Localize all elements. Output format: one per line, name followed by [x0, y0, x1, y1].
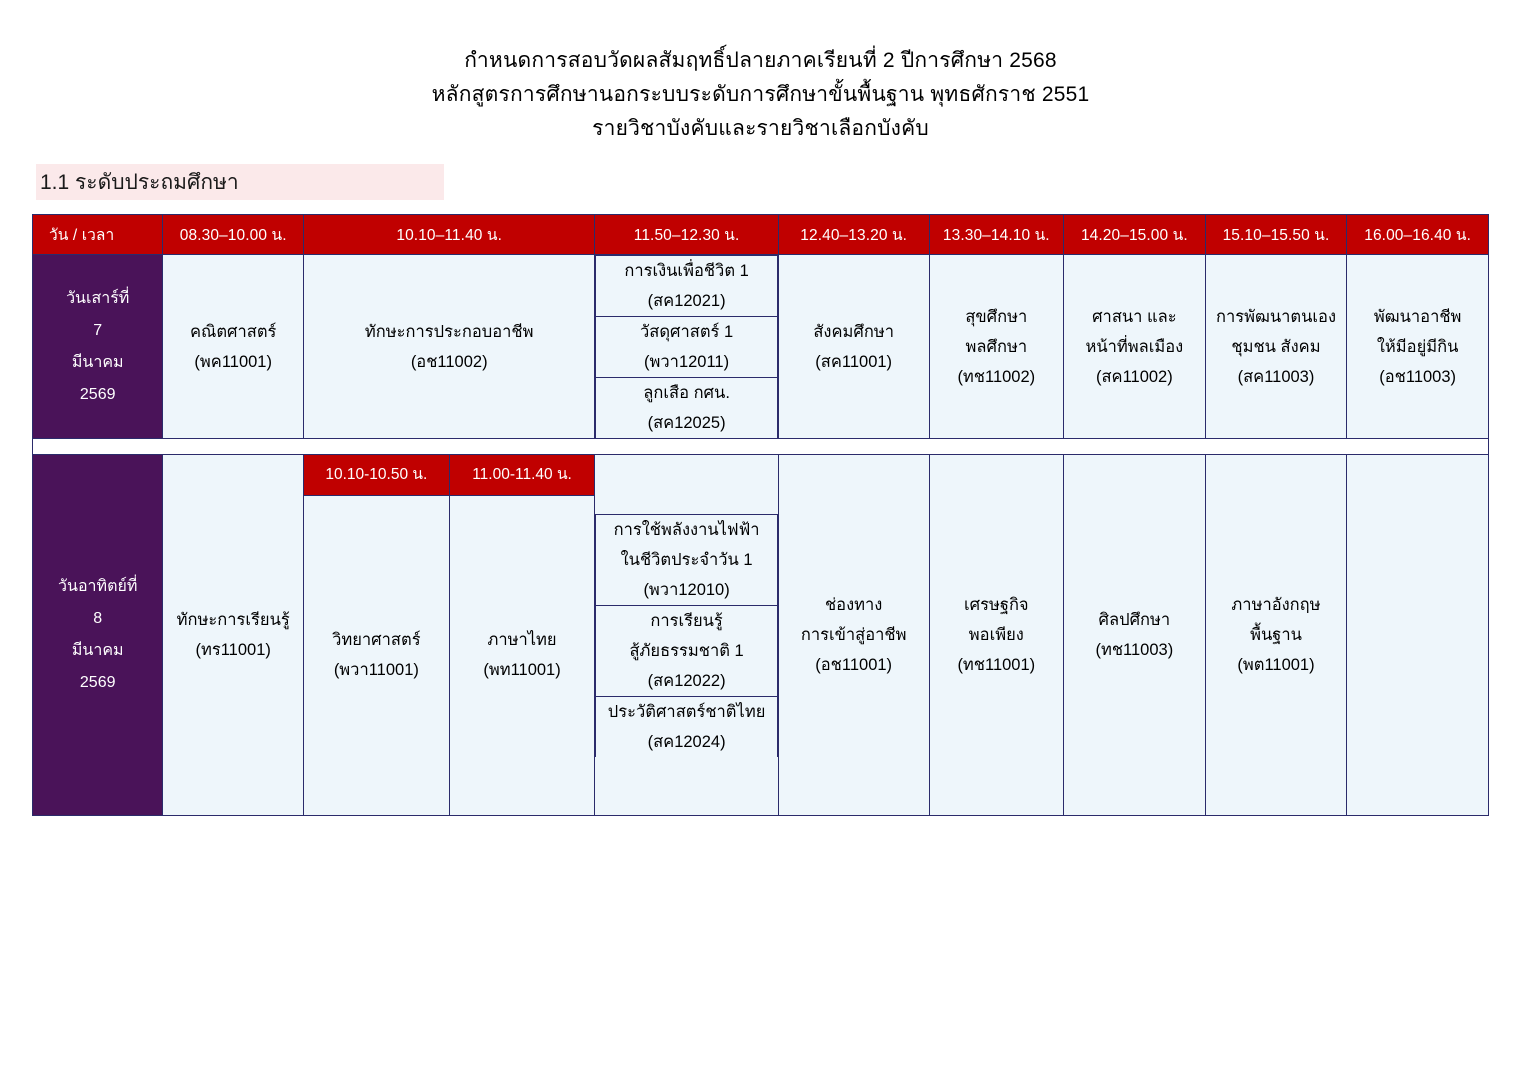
day-line-4: 2569 [79, 674, 116, 691]
cell-sun-slot1 [163, 455, 304, 816]
subject-name: การพัฒนาตนเอง [1215, 307, 1336, 326]
subject-code: (พวา12010) [643, 580, 730, 599]
subject-name: สังคมศึกษา [813, 322, 894, 341]
cell-sat-slot6 [1064, 255, 1206, 439]
header-slot-8: 16.00–16.40 น. [1347, 215, 1489, 255]
subject-name: ทักษะการเรียนรู้ [176, 611, 290, 629]
cell-sun-slot2a [304, 495, 449, 815]
subject-name-2: สู้ภัยธรรมชาติ 1 [629, 641, 744, 660]
cell-sat-slot7 [1205, 255, 1347, 439]
header-slot-4: 12.40–13.20 น. [778, 215, 929, 255]
list-item [596, 317, 777, 378]
sun-subtime-1: 10.10-10.50 น. [304, 455, 449, 495]
cell-sat-slot5 [929, 255, 1063, 439]
subject-code: (พท11001) [483, 661, 561, 680]
subject-name: ลูกเสือ กศน. [643, 384, 730, 402]
subject-code: (สค12021) [647, 292, 726, 310]
header-slot-6: 14.20–15.00 น. [1064, 215, 1206, 255]
subject-name-2: พื้นฐาน [1250, 626, 1302, 644]
subject-code: (พค11001) [194, 352, 272, 371]
subject-name-2: พอเพียง [968, 626, 1024, 644]
cell-sat-slot3 [595, 255, 778, 439]
subject-code: (ทช11002) [957, 367, 1036, 386]
day-label-sunday [33, 455, 163, 816]
title-line-2: หลักสูตรการศึกษานอกระบบระดับการศึกษาขั้นพื้นฐาน พุทธศักราช 2551 [431, 83, 1090, 106]
day-line-3: มีนาคม [71, 353, 124, 371]
row-spacer [33, 439, 1489, 455]
sun-slot3-item-1 [596, 514, 777, 605]
subject-code: (สค11003) [1237, 367, 1315, 386]
header-slot-1: 08.30–10.00 น. [163, 215, 304, 255]
subject-name: ช่องทาง [824, 596, 883, 614]
header-slot-3: 11.50–12.30 น. [595, 215, 778, 255]
header-slot-7: 15.10–15.50 น. [1205, 215, 1347, 255]
exam-schedule-table [32, 214, 1489, 816]
sat-slot3-item-2 [596, 317, 777, 378]
day-line-1: วันเสาร์ที่ [66, 289, 130, 307]
cell-sun-slot4 [778, 455, 929, 816]
subject-name: ประวัติศาสตร์ชาติไทย [607, 702, 766, 721]
list-item [596, 605, 777, 696]
cell-sat-slot2 [304, 255, 595, 439]
subject-name: ศิลปศึกษา [1098, 611, 1171, 629]
subject-name: เศรษฐกิจ [963, 596, 1029, 614]
subject-name: ภาษาอังกฤษ [1231, 596, 1321, 614]
day-line-1: วันอาทิตย์ที่ [58, 578, 138, 595]
subject-code: (สค12022) [647, 671, 726, 690]
subject-name-2: หน้าที่พลเมือง [1085, 337, 1184, 356]
cell-sat-slot1 [163, 255, 304, 439]
sun-slot2-subject-row [304, 495, 594, 815]
section-heading [36, 164, 444, 200]
subject-code: (พวา11001) [333, 661, 419, 680]
sat-slot3-item-1 [596, 256, 777, 317]
sun-subtime-2: 11.00-11.40 น. [449, 455, 594, 495]
day-line-4: 2569 [79, 385, 116, 403]
subject-code: (สค11001) [815, 352, 893, 371]
subject-name-2: พลศึกษา [965, 337, 1028, 356]
subject-name: ทักษะการประกอบอาชีพ [364, 322, 534, 341]
subject-code: (พต11001) [1237, 656, 1315, 674]
sun-slot3-item-2 [596, 605, 777, 696]
cell-sun-slot2b [449, 495, 594, 815]
subject-name: การเงินเพื่อชีวิต 1 [624, 262, 749, 280]
cell-sun-slot8 [1347, 455, 1489, 816]
list-item [596, 696, 777, 757]
subject-code: (ทช11001) [957, 656, 1036, 674]
subject-name-2: ในชีวิตประจำวัน 1 [620, 550, 753, 569]
subject-name: ศาสนา และ [1092, 307, 1177, 326]
subject-name-2: ชุมชน สังคม [1231, 337, 1321, 356]
list-item [596, 378, 777, 439]
subject-name: วิทยาศาสตร์ [332, 631, 421, 650]
day-line-2: 7 [93, 321, 103, 339]
table-row [33, 455, 1489, 816]
subject-code: (อช11001) [815, 656, 893, 674]
subject-code: (สค12025) [647, 414, 726, 432]
list-item [596, 514, 777, 605]
subject-name: พัฒนาอาชีพ [1373, 307, 1462, 326]
document-titles [0, 0, 1521, 146]
list-item [596, 256, 777, 317]
subject-code: (ทช11003) [1095, 641, 1174, 659]
subject-name-2: ให้มีอยู่มีกิน [1376, 337, 1459, 356]
subject-name: การเรียนรู้ [650, 611, 723, 630]
title-line-3: รายวิชาบังคับและรายวิชาเลือกบังคับ [592, 117, 929, 140]
cell-sun-slot3 [595, 455, 778, 816]
subject-code: (อช11003) [1379, 367, 1457, 386]
header-slot-5: 13.30–14.10 น. [929, 215, 1063, 255]
day-line-2: 8 [93, 610, 103, 627]
subject-name: สุขศึกษา [965, 307, 1028, 326]
header-day-time: วัน / เวลา [33, 215, 163, 255]
cell-sun-slot2 [304, 455, 595, 816]
cell-sun-slot6 [1064, 455, 1206, 816]
table-header-row [33, 215, 1489, 255]
subject-name: วัสดุศาสตร์ 1 [639, 323, 734, 341]
sun-slot3-item-3 [596, 696, 777, 757]
cell-sun-slot7 [1205, 455, 1347, 816]
subject-name: การใช้พลังงานไฟฟ้า [613, 520, 760, 539]
subject-name: ภาษาไทย [487, 631, 557, 650]
sun-slot2-time-row [304, 455, 594, 495]
cell-sun-slot5 [929, 455, 1063, 816]
title-line-1: กำหนดการสอบวัดผลสัมฤทธิ์ปลายภาคเรียนที่ 2 ปีการศึกษา 2568 [464, 49, 1057, 72]
subject-code: (อช11002) [410, 352, 488, 371]
header-slot-2: 10.10–11.40 น. [304, 215, 595, 255]
cell-sat-slot4 [778, 255, 929, 439]
day-line-3: มีนาคม [71, 642, 124, 659]
cell-sat-slot8 [1347, 255, 1489, 439]
sat-slot3-item-3 [596, 378, 777, 439]
subject-code: (สค11002) [1095, 367, 1173, 386]
subject-name: คณิตศาสตร์ [189, 322, 277, 341]
subject-name-2: การเข้าสู่อาชีพ [800, 626, 907, 644]
section-heading-label: 1.1 ระดับประถมศึกษา [40, 170, 239, 194]
day-label-saturday [33, 255, 163, 439]
subject-code: (ทร11001) [195, 641, 271, 659]
sat-slot3-subtable [595, 255, 777, 438]
sun-slot2-subtable [304, 455, 594, 815]
subject-code: (พวา12011) [644, 353, 730, 371]
subject-code: (สค12024) [647, 732, 726, 751]
sun-slot3-subtable [595, 514, 777, 757]
table-row [33, 255, 1489, 439]
